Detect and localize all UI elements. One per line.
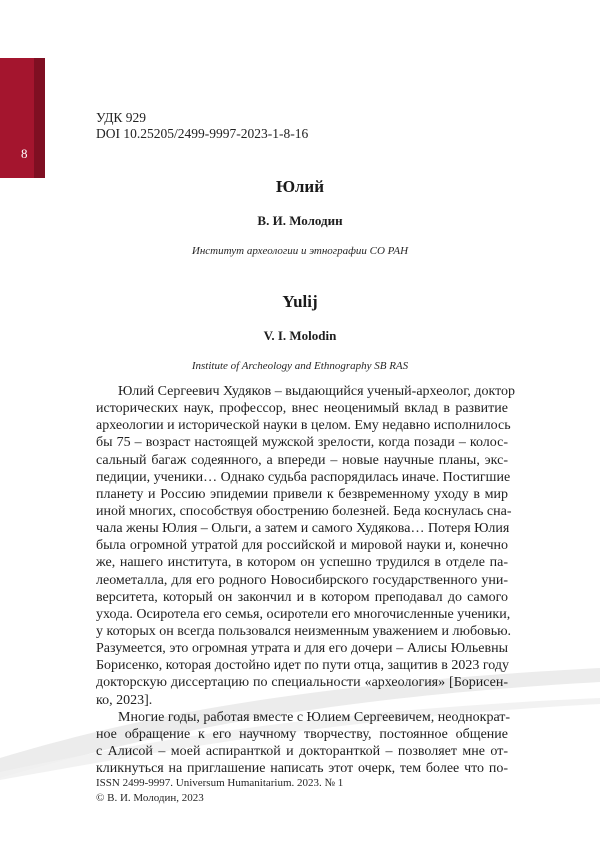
body-line: Борисенко, которая достойно идет по пути отца, защитив в 2023 году <box>96 658 509 674</box>
body-line: археологии и исторической науки в целом. Ему недавно исполнилось <box>96 418 511 434</box>
body-line: чала жены Юлия – Ольги, а затем и самого Худякова… Потеря Юлия <box>96 521 510 537</box>
article-title-ru: Юлий <box>275 177 325 196</box>
footer-issn: ISSN 2499-9997. Universum Humanitarium. 2023. № 1 <box>96 777 344 789</box>
body-line: педиции, ученики… Однако судьба распорядилась иначе. Постигшие <box>96 469 511 485</box>
article-body <box>96 383 516 777</box>
body-line: докторскую диссертацию по специальности «археология» [Борисен- <box>96 675 508 691</box>
authors-en: V. I. Molodin <box>263 328 337 343</box>
body-line: же, нашего института, в котором он успешно трудился в отделе па- <box>96 555 508 571</box>
affiliation-ru: Институт археологии и этнографии СО РАН <box>191 245 409 257</box>
body-line: ухода. Осиротела его семья, осиротели его многочисленные ученики, <box>96 606 511 622</box>
page-number: 8 <box>21 146 28 161</box>
body-line: Многие годы, работая вместе с Юлием Сергеевичем, неоднократ- <box>118 709 511 725</box>
body-line: верситета, который он закончил и в котором преподавал до самого <box>96 589 508 605</box>
body-line: бы 75 – возраст настоящей мужской зрелости, когда позади – колос- <box>96 435 508 451</box>
body-line: леометалла, для его родного Новосибирского государственного уни- <box>96 572 508 588</box>
body-line: планету и Россию эпидемии привели к безвременному уходу в мир <box>96 486 508 502</box>
body-line: иной многих, способствуя обострению болезней. Беда коснулась сна- <box>96 503 512 519</box>
body-line: исторических наук, профессор, внес неоценимый вклад в развитие <box>96 401 508 417</box>
body-line: у которых он всегда пользовался неизменным уважением и любовью. <box>96 623 512 639</box>
udk-code: УДК 929 <box>96 110 147 125</box>
page-tab-main <box>0 58 34 178</box>
authors-ru: В. И. Молодин <box>257 213 343 228</box>
affiliation-en: Institute of Archeology and Ethnography SB RAS <box>191 360 409 372</box>
body-line: сальный багаж содеянного, а впереди – новые научные планы, экс- <box>96 452 508 468</box>
page-tab-stripe <box>34 58 45 178</box>
body-line: была огромной утратой для российской и мировой науки и, конечно <box>96 538 508 554</box>
body-line: Юлий Сергеевич Худяков – выдающийся ученый-археолог, доктор <box>118 384 516 399</box>
body-line: Разумеется, это огромная утрата и для его дочери – Алисы Юльевны <box>96 641 508 657</box>
body-line: с Алисой – моей аспиранткой и докторанткой – позволяет мне от- <box>96 743 508 759</box>
body-line: ное обращение к его научному творчеству, постоянное общение <box>96 726 508 742</box>
body-line: кликнуться на приглашение написать этот очерк, тем более что по- <box>96 761 508 777</box>
footer-copyright: © В. И. Молодин, 2023 <box>96 792 204 804</box>
article-title-en: Yulij <box>282 292 318 311</box>
doi-code[interactable]: DOI 10.25205/2499-9997-2023-1-8-16 <box>96 126 309 141</box>
body-line: ко, 2023]. <box>96 692 153 708</box>
